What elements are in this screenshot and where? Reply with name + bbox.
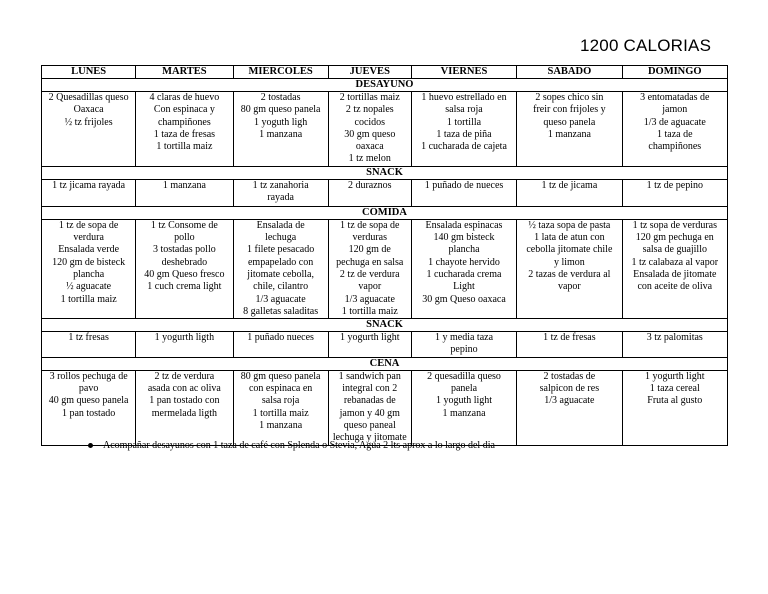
meal-cell: 3 entomatadas de jamon 1/3 de aguacate 1 taza de champiñones [622, 92, 727, 167]
meal-cell: 2 tz de verdura asada con ac oliva 1 pan tostado con mermelada ligth [136, 370, 233, 445]
meal-cell: 2 tortillas maiz 2 tz nopales cocidos 30 gm queso oaxaca 1 tz melon [328, 92, 411, 167]
meal-cell: 1 sandwich pan integral con 2 rebanadas de jamon y 40 gm queso paneal lechuga y jitomate [328, 370, 411, 445]
meal-cell: Ensalada de lechuga 1 filete pesacado empapelado con jitomate cebolla, chile, cilantro 1/3 aguacate 8 galletas saladitas [233, 219, 328, 318]
meal-cell: 1 puñado nueces [233, 332, 328, 358]
section-row-desayuno [42, 79, 728, 92]
meal-cell: 2 duraznos [328, 179, 411, 206]
meal-row-snack-2 [42, 332, 728, 358]
section-title-cena: CENA [42, 357, 728, 370]
meal-cell: 1 tz de sopa de verduras 120 gm de pechuga en salsa 2 tz de verdura vapor 1/3 aguacate 1 tortilla maiz [328, 219, 411, 318]
meal-row-comida [42, 219, 728, 318]
meal-plan-table [41, 65, 728, 446]
meal-cell: 1 manzana [136, 179, 233, 206]
footnote-text: Acompañar desayunos con 1 taza de café con Splenda o Stevia, Agua 2 lts aprox a lo largo del dia [103, 440, 495, 451]
section-title-snack: SNACK [42, 166, 728, 179]
meal-row-desayuno [42, 92, 728, 167]
section-title-comida: COMIDA [42, 206, 728, 219]
day-header-sabado: SABADO [517, 66, 622, 79]
meal-cell: 2 tostadas de salpicon de res 1/3 aguacate [517, 370, 622, 445]
meal-cell: 1 tz jicama rayada [42, 179, 136, 206]
meal-cell: 80 gm queso panela con espinaca en salsa roja 1 tortilla maiz 1 manzana [233, 370, 328, 445]
day-header-viernes: VIERNES [411, 66, 516, 79]
meal-row-cena [42, 370, 728, 445]
section-title-snack: SNACK [42, 319, 728, 332]
meal-cell: 1 tz de pepino [622, 179, 727, 206]
meal-cell: 1 yogurth ligth [136, 332, 233, 358]
meal-cell: 1 tz sopa de verduras 120 gm pechuga en salsa de guajillo 1 tz calabaza al vapor Ensalada de jitomate con aceite de oliva [622, 219, 727, 318]
meal-cell: 1 tz zanahoria rayada [233, 179, 328, 206]
day-header-martes: MARTES [136, 66, 233, 79]
meal-cell: 2 quesadilla queso panela 1 yoguth light 1 manzana [411, 370, 516, 445]
page-title: 1200 CALORIAS [580, 36, 712, 55]
meal-cell: 1 tz de sopa de verdura Ensalada verde 120 gm de bisteck plancha ½ aguacate 1 tortilla maiz [42, 219, 136, 318]
meal-cell: 2 sopes chico sin freir con frijoles y queso panela 1 manzana [517, 92, 622, 167]
meal-cell: 1 tz fresas [42, 332, 136, 358]
footnote [88, 440, 495, 451]
meal-cell: 1 puñado de nueces [411, 179, 516, 206]
bullet-icon [88, 443, 93, 448]
meal-cell: 1 tz de fresas [517, 332, 622, 358]
day-header-row [42, 66, 728, 79]
day-header-miercoles: MIERCOLES [233, 66, 328, 79]
day-header-jueves: JUEVES [328, 66, 411, 79]
meal-cell: 1 tz de jicama [517, 179, 622, 206]
meal-cell: 1 yogurth light 1 taza cereal Fruta al gusto [622, 370, 727, 445]
section-row-cena [42, 357, 728, 370]
section-row-snack-2 [42, 319, 728, 332]
meal-cell: 1 yogurth light [328, 332, 411, 358]
meal-cell: 1 y media taza pepino [411, 332, 516, 358]
day-header-domingo: DOMINGO [622, 66, 727, 79]
meal-cell: 1 huevo estrellado en salsa roja 1 tortilla 1 taza de piña 1 cucharada de cajeta [411, 92, 516, 167]
meal-cell: ½ taza sopa de pasta 1 lata de atun con cebolla jitomate chile y limon 2 tazas de verdura al vapor [517, 219, 622, 318]
section-row-comida [42, 206, 728, 219]
meal-cell: 3 tz palomitas [622, 332, 727, 358]
section-row-snack-1 [42, 166, 728, 179]
day-header-lunes: LUNES [42, 66, 136, 79]
section-title-desayuno: DESAYUNO [42, 79, 728, 92]
meal-cell: 1 tz Consome de pollo 3 tostadas pollo deshebrado 40 gm Queso fresco 1 cuch crema light [136, 219, 233, 318]
meal-cell: 2 tostadas 80 gm queso panela 1 yoguth ligh 1 manzana [233, 92, 328, 167]
meal-cell: 3 rollos pechuga de pavo 40 gm queso panela 1 pan tostado [42, 370, 136, 445]
meal-cell: Ensalada espinacas 140 gm bisteck plancha 1 chayote hervido 1 cucharada crema Light 30 gm Queso oaxaca [411, 219, 516, 318]
meal-cell: 2 Quesadillas queso Oaxaca ½ tz frijoles [42, 92, 136, 167]
meal-row-snack-1 [42, 179, 728, 206]
meal-cell: 4 claras de huevo Con espinaca y champiñones 1 taza de fresas 1 tortilla maiz [136, 92, 233, 167]
